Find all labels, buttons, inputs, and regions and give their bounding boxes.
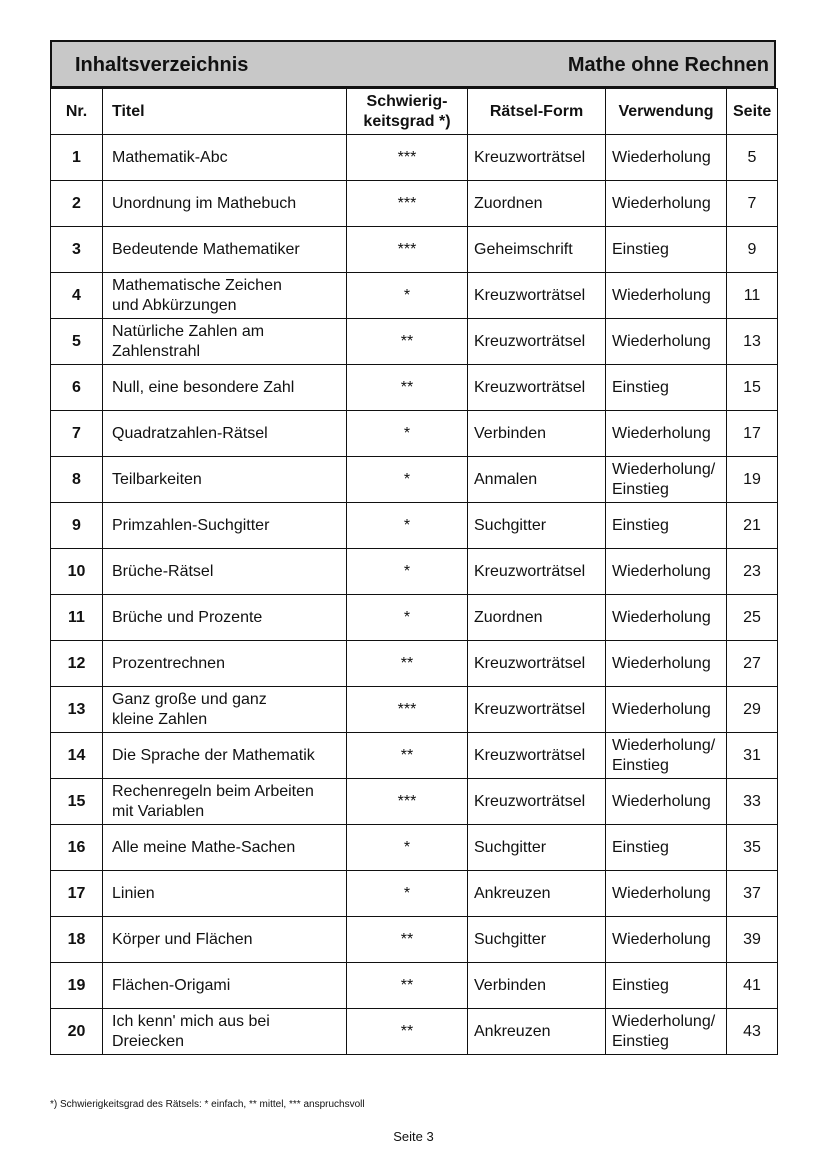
cell-schwierigkeitsgrad: *** [347, 227, 468, 273]
cell-titel [103, 411, 347, 457]
cell-verwendung [606, 779, 727, 825]
cell-nr: 2 [51, 181, 103, 227]
cell-verwendung [606, 411, 727, 457]
cell-schwierigkeitsgrad: * [347, 411, 468, 457]
table-row [51, 227, 778, 273]
cell-titel-line1: Bedeutende Mathematiker [112, 240, 300, 258]
cell-verwendung-line1: Wiederholung/ [612, 1012, 716, 1030]
col-header-grad-line2: keitsgrad *) [363, 112, 451, 130]
cell-titel [103, 227, 347, 273]
cell-verwendung-line1: Wiederholung [612, 286, 711, 304]
table-row [51, 733, 778, 779]
cell-nr: 17 [51, 871, 103, 917]
cell-titel-line1: Rechenregeln beim Arbeiten [112, 782, 314, 800]
toc-body [51, 135, 778, 1055]
cell-verwendung [606, 1009, 727, 1055]
cell-schwierigkeitsgrad: ** [347, 641, 468, 687]
cell-titel [103, 687, 347, 733]
cell-titel [103, 641, 347, 687]
cell-schwierigkeitsgrad: *** [347, 135, 468, 181]
cell-titel-line2: und Abkürzungen [112, 296, 237, 314]
cell-raetsel-form: Kreuzworträtsel [468, 733, 606, 779]
cell-nr: 1 [51, 135, 103, 181]
cell-seite: 29 [727, 687, 778, 733]
cell-titel-line1: Primzahlen-Suchgitter [112, 516, 270, 534]
cell-nr: 18 [51, 917, 103, 963]
cell-titel-line1: Mathematik-Abc [112, 148, 228, 166]
cell-seite: 9 [727, 227, 778, 273]
table-row [51, 503, 778, 549]
cell-raetsel-form: Geheimschrift [468, 227, 606, 273]
table-row [51, 457, 778, 503]
cell-verwendung-line2: Einstieg [612, 1032, 669, 1050]
book-title: Mathe ohne Rechnen [567, 54, 769, 76]
cell-verwendung-line1: Wiederholung [612, 148, 711, 166]
cell-schwierigkeitsgrad: ** [347, 733, 468, 779]
cell-titel-line1: Null, eine besondere Zahl [112, 378, 295, 396]
cell-verwendung-line1: Wiederholung/ [612, 736, 716, 754]
cell-titel-line2: Dreiecken [112, 1032, 185, 1050]
cell-schwierigkeitsgrad: *** [347, 779, 468, 825]
table-row [51, 595, 778, 641]
cell-titel [103, 273, 347, 319]
toc-title: Inhaltsverzeichnis [75, 54, 249, 76]
cell-nr: 4 [51, 273, 103, 319]
cell-titel-line1: Brüche-Rätsel [112, 562, 214, 580]
cell-verwendung-line2: Einstieg [612, 480, 669, 498]
cell-verwendung [606, 871, 727, 917]
cell-schwierigkeitsgrad: * [347, 503, 468, 549]
table-row [51, 825, 778, 871]
cell-verwendung [606, 181, 727, 227]
cell-titel [103, 503, 347, 549]
cell-titel-line2: mit Variablen [112, 802, 205, 820]
cell-seite: 11 [727, 273, 778, 319]
cell-nr: 6 [51, 365, 103, 411]
cell-verwendung-line1: Einstieg [612, 378, 669, 396]
cell-schwierigkeitsgrad: * [347, 273, 468, 319]
cell-titel [103, 595, 347, 641]
cell-verwendung-line1: Wiederholung/ [612, 460, 716, 478]
cell-schwierigkeitsgrad: * [347, 595, 468, 641]
table-row [51, 549, 778, 595]
cell-titel-line1: Teilbarkeiten [112, 470, 202, 488]
table-row [51, 779, 778, 825]
table-row [51, 411, 778, 457]
cell-schwierigkeitsgrad: * [347, 549, 468, 595]
cell-nr: 14 [51, 733, 103, 779]
toc-table [50, 88, 778, 1055]
cell-titel [103, 871, 347, 917]
cell-titel [103, 733, 347, 779]
cell-titel-line1: Alle meine Mathe-Sachen [112, 838, 296, 856]
table-row [51, 641, 778, 687]
cell-verwendung [606, 963, 727, 1009]
cell-raetsel-form: Suchgitter [468, 917, 606, 963]
cell-verwendung-line1: Einstieg [612, 976, 669, 994]
cell-raetsel-form: Kreuzworträtsel [468, 549, 606, 595]
cell-titel [103, 135, 347, 181]
table-row [51, 963, 778, 1009]
cell-seite: 15 [727, 365, 778, 411]
cell-verwendung [606, 595, 727, 641]
cell-raetsel-form: Verbinden [468, 411, 606, 457]
cell-titel-line1: Ganz große und ganz [112, 690, 267, 708]
cell-schwierigkeitsgrad: ** [347, 1009, 468, 1055]
cell-seite: 31 [727, 733, 778, 779]
cell-seite: 13 [727, 319, 778, 365]
cell-nr: 10 [51, 549, 103, 595]
table-row [51, 1009, 778, 1055]
table-row [51, 871, 778, 917]
table-row [51, 365, 778, 411]
cell-seite: 41 [727, 963, 778, 1009]
cell-raetsel-form: Kreuzworträtsel [468, 365, 606, 411]
cell-raetsel-form: Kreuzworträtsel [468, 273, 606, 319]
cell-schwierigkeitsgrad: * [347, 457, 468, 503]
cell-verwendung-line1: Wiederholung [612, 424, 711, 442]
cell-verwendung [606, 641, 727, 687]
cell-seite: 5 [727, 135, 778, 181]
cell-raetsel-form: Ankreuzen [468, 871, 606, 917]
cell-titel [103, 457, 347, 503]
cell-raetsel-form: Kreuzworträtsel [468, 641, 606, 687]
cell-schwierigkeitsgrad: ** [347, 963, 468, 1009]
cell-verwendung [606, 135, 727, 181]
cell-schwierigkeitsgrad: ** [347, 365, 468, 411]
cell-nr: 3 [51, 227, 103, 273]
cell-verwendung [606, 825, 727, 871]
cell-raetsel-form: Kreuzworträtsel [468, 135, 606, 181]
cell-titel-line1: Die Sprache der Mathematik [112, 746, 315, 764]
cell-nr: 19 [51, 963, 103, 1009]
cell-seite: 37 [727, 871, 778, 917]
page-number: Seite 3 [393, 1129, 434, 1144]
cell-schwierigkeitsgrad: ** [347, 917, 468, 963]
cell-seite: 27 [727, 641, 778, 687]
col-header-nr: Nr. [51, 89, 103, 135]
cell-titel-line1: Linien [112, 884, 155, 902]
cell-titel [103, 825, 347, 871]
cell-verwendung [606, 319, 727, 365]
cell-verwendung [606, 457, 727, 503]
col-header-schwierigkeitsgrad [347, 89, 468, 135]
cell-titel-line1: Ich kenn' mich aus bei [112, 1012, 270, 1030]
cell-raetsel-form: Zuordnen [468, 181, 606, 227]
cell-raetsel-form: Kreuzworträtsel [468, 319, 606, 365]
cell-verwendung-line1: Wiederholung [612, 792, 711, 810]
cell-verwendung [606, 503, 727, 549]
cell-seite: 23 [727, 549, 778, 595]
cell-titel [103, 779, 347, 825]
cell-nr: 20 [51, 1009, 103, 1055]
cell-verwendung-line1: Einstieg [612, 838, 669, 856]
cell-titel [103, 917, 347, 963]
cell-verwendung-line1: Einstieg [612, 516, 669, 534]
cell-raetsel-form: Zuordnen [468, 595, 606, 641]
cell-verwendung-line1: Wiederholung [612, 884, 711, 902]
cell-schwierigkeitsgrad: * [347, 871, 468, 917]
col-header-titel: Titel [103, 89, 347, 135]
cell-seite: 35 [727, 825, 778, 871]
cell-raetsel-form: Kreuzworträtsel [468, 687, 606, 733]
cell-titel-line1: Quadratzahlen-Rätsel [112, 424, 268, 442]
cell-verwendung-line1: Wiederholung [612, 608, 711, 626]
table-row [51, 135, 778, 181]
cell-schwierigkeitsgrad: ** [347, 319, 468, 365]
cell-verwendung [606, 365, 727, 411]
cell-nr: 7 [51, 411, 103, 457]
cell-verwendung [606, 549, 727, 595]
cell-titel-line1: Mathematische Zeichen [112, 276, 282, 294]
cell-seite: 21 [727, 503, 778, 549]
cell-nr: 12 [51, 641, 103, 687]
cell-titel [103, 181, 347, 227]
cell-verwendung-line1: Wiederholung [612, 562, 711, 580]
cell-raetsel-form: Verbinden [468, 963, 606, 1009]
cell-raetsel-form: Ankreuzen [468, 1009, 606, 1055]
cell-schwierigkeitsgrad: * [347, 825, 468, 871]
cell-nr: 9 [51, 503, 103, 549]
cell-verwendung [606, 273, 727, 319]
table-row [51, 319, 778, 365]
cell-titel-line1: Körper und Flächen [112, 930, 253, 948]
cell-verwendung [606, 733, 727, 779]
cell-seite: 19 [727, 457, 778, 503]
cell-verwendung [606, 687, 727, 733]
col-header-raetsel-form: Rätsel-Form [468, 89, 606, 135]
cell-raetsel-form: Anmalen [468, 457, 606, 503]
cell-nr: 11 [51, 595, 103, 641]
table-row [51, 181, 778, 227]
cell-seite: 7 [727, 181, 778, 227]
col-header-seite: Seite [727, 89, 778, 135]
cell-titel [103, 1009, 347, 1055]
cell-schwierigkeitsgrad: *** [347, 687, 468, 733]
cell-nr: 8 [51, 457, 103, 503]
cell-schwierigkeitsgrad: *** [347, 181, 468, 227]
cell-seite: 33 [727, 779, 778, 825]
cell-titel-line1: Natürliche Zahlen am [112, 322, 265, 340]
cell-nr: 16 [51, 825, 103, 871]
cell-verwendung-line1: Wiederholung [612, 930, 711, 948]
cell-verwendung [606, 227, 727, 273]
cell-raetsel-form: Suchgitter [468, 503, 606, 549]
cell-seite: 17 [727, 411, 778, 457]
cell-nr: 13 [51, 687, 103, 733]
table-row [51, 273, 778, 319]
cell-titel-line1: Unordnung im Mathebuch [112, 194, 297, 212]
cell-seite: 43 [727, 1009, 778, 1055]
cell-verwendung [606, 917, 727, 963]
table-header-row [51, 89, 778, 135]
cell-verwendung-line1: Wiederholung [612, 332, 711, 350]
cell-titel [103, 319, 347, 365]
cell-titel-line1: Brüche und Prozente [112, 608, 263, 626]
cell-verwendung-line1: Wiederholung [612, 194, 711, 212]
cell-verwendung-line1: Wiederholung [612, 654, 711, 672]
footnote: *) Schwierigkeitsgrad des Rätsels: * einfach, ** mittel, *** anspruchsvoll [50, 1099, 365, 1110]
cell-verwendung-line1: Wiederholung [612, 700, 711, 718]
cell-nr: 15 [51, 779, 103, 825]
toc-header [50, 40, 776, 88]
col-header-verwendung: Verwendung [606, 89, 727, 135]
cell-nr: 5 [51, 319, 103, 365]
cell-titel-line1: Flächen-Origami [112, 976, 231, 994]
cell-titel-line2: Zahlenstrahl [112, 342, 201, 360]
col-header-grad-line1: Schwierig- [366, 92, 448, 110]
cell-verwendung-line1: Einstieg [612, 240, 669, 258]
cell-verwendung-line2: Einstieg [612, 756, 669, 774]
cell-seite: 39 [727, 917, 778, 963]
cell-raetsel-form: Kreuzworträtsel [468, 779, 606, 825]
cell-raetsel-form: Suchgitter [468, 825, 606, 871]
cell-titel [103, 963, 347, 1009]
table-row [51, 687, 778, 733]
table-row [51, 917, 778, 963]
cell-titel [103, 365, 347, 411]
cell-titel [103, 549, 347, 595]
cell-titel-line1: Prozentrechnen [112, 654, 225, 672]
cell-titel-line2: kleine Zahlen [112, 710, 208, 728]
cell-seite: 25 [727, 595, 778, 641]
